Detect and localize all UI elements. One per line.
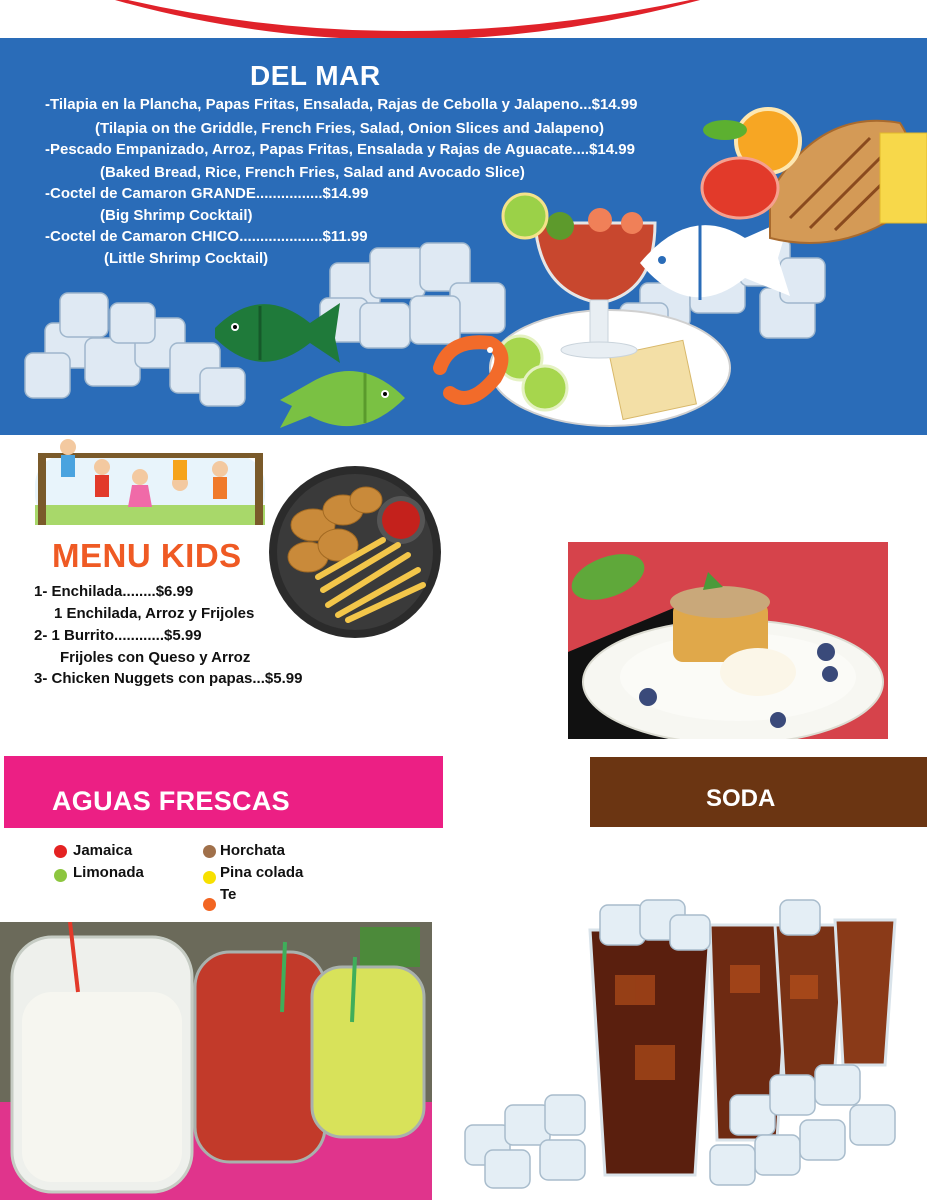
aguas-frescas-title: AGUAS FRESCAS [52,786,290,816]
menu-item-coctel-grande: -Coctel de Camaron GRANDE................$14.99 [45,185,369,202]
kids-item-burrito-desc: Frijoles con Queso y Arroz [60,649,251,666]
agua-item-horchata: Horchata [220,842,286,859]
soda-header [590,757,927,827]
tomato-slice [702,158,778,218]
menu-item-pescado: -Pescado Empanizado, Arroz, Papas Fritas, Ensalada y Rajas de Aguacate....$14.99 [45,141,635,158]
jamaica-dot [54,845,67,858]
menu-item-tilapia-translation: (Tilapia on the Griddle, French Fries, Salad, Onion Slices and Jalapeno) [95,120,605,137]
te-dot [203,898,216,911]
agua-item-pina-colada: Pina colada [220,864,304,881]
light-green-fish-icon [280,371,405,428]
menu-item-coctel-chico: -Coctel de Camaron CHICO....................$11.99 [45,228,368,245]
horchata-dot [203,845,216,858]
kids-playing-illustration [30,435,270,530]
pineapple-slice [880,133,927,223]
agua-item-limonada: Limonada [73,864,144,881]
menu-kids-title: MENU KIDS [52,537,242,574]
aguas-frescas-jars-photo [0,922,432,1200]
pina-colada-dot [203,871,216,884]
ice-cubes-left [25,293,245,406]
kids-item-chicken-nuggets: 3- Chicken Nuggets con papas...$5.99 [34,670,303,687]
limonada-dot [54,869,67,882]
soda-title: SODA [706,785,776,812]
aguas-frescas-header [4,756,443,828]
ice-cubes-center [320,243,505,348]
del-mar-section [0,38,927,435]
lettuce [703,120,747,140]
seafood-illustration [0,38,927,435]
chicken-nuggets-plate-image [268,465,443,640]
dessert-photo [568,542,888,739]
kids-item-enchilada-desc: 1 Enchilada, Arroz y Frijoles [54,605,255,622]
agua-item-jamaica: Jamaica [73,842,133,859]
menu-item-coctel-grande-translation: (Big Shrimp Cocktail) [100,207,253,224]
menu-item-pescado-translation: (Baked Bread, Rice, French Fries, Salad and Avocado Slice) [100,164,525,181]
kids-item-burrito: 2- 1 Burrito............$5.99 [34,627,202,644]
menu-item-coctel-chico-translation: (Little Shrimp Cocktail) [104,250,269,267]
del-mar-title: DEL MAR [250,60,381,91]
kids-item-enchilada: 1- Enchilada........$6.99 [34,583,194,600]
agua-item-te: Te [220,886,237,903]
menu-item-tilapia: -Tilapia en la Plancha, Papas Fritas, Ensalada, Rajas de Cebolla y Jalapeno...$14.99 [45,96,638,113]
soda-glasses-photo [455,895,920,1195]
